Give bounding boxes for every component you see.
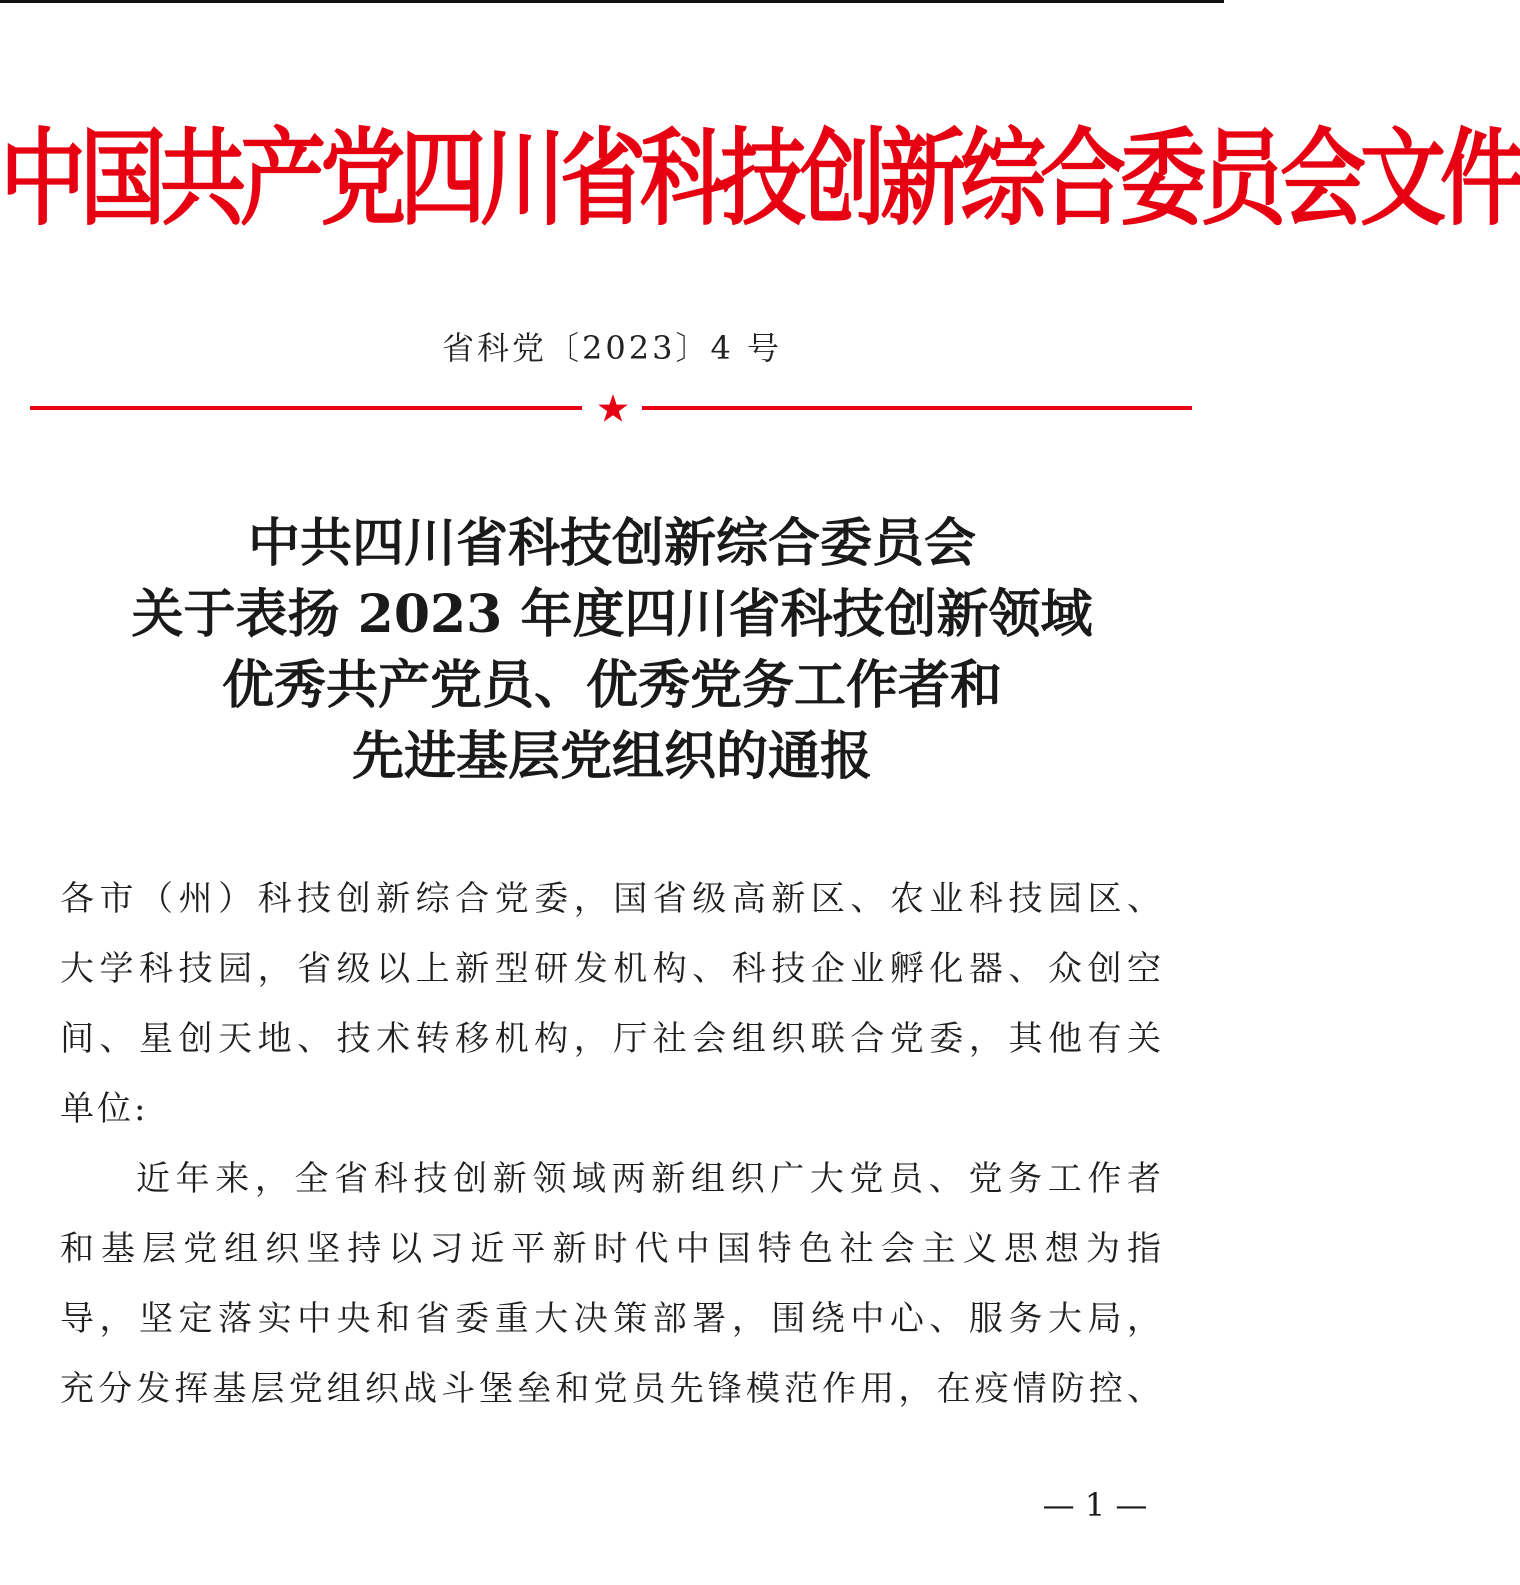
notice-body [60,864,1164,1424]
top-border [0,0,1224,3]
addressee-line: 各市（州）科技创新综合党委，国省级高新区、农业科技园区、 [60,879,1164,919]
document-masthead: 中国共产党四川省科技创新综合委员会文件 [0,118,1520,241]
notice-title [0,508,1224,792]
addressee-line: 间、星创天地、技术转移机构，厅社会组织联合党委，其他有关 [60,1019,1164,1059]
divider-rule-left [30,406,582,410]
divider-rule-right [642,406,1192,410]
paragraph-line: 近年来，全省科技创新领域两新组织广大党员、党务工作者 [136,1159,1164,1199]
addressee-line: 单位: [60,1089,149,1129]
addressee-line: 大学科技园，省级以上新型研发机构、科技企业孵化器、众创空 [60,949,1164,989]
title-line: 先进基层党组织的通报 [351,726,872,787]
paragraph-line: 充分发挥基层党组织战斗堡垒和党员先锋模范作用，在疫情防控、 [60,1369,1164,1409]
paragraph-line: 和基层党组织坚持以习近平新时代中国特色社会主义思想为指 [60,1229,1164,1269]
title-line: 中共四川省科技创新综合委员会 [247,513,976,574]
title-line: 优秀共产党员、优秀党务工作者和 [221,655,1002,716]
document-number: 省科党〔2023〕4 号 [442,329,782,367]
star-icon [596,392,630,426]
paragraph-line: 导，坚定落实中央和省委重大决策部署，围绕中心、服务大局， [60,1299,1164,1339]
title-line: 关于表扬 2023 年度四川省科技创新领域 [131,584,1093,645]
red-divider [30,392,1192,426]
page-number: — 1 — [1042,1486,1148,1524]
